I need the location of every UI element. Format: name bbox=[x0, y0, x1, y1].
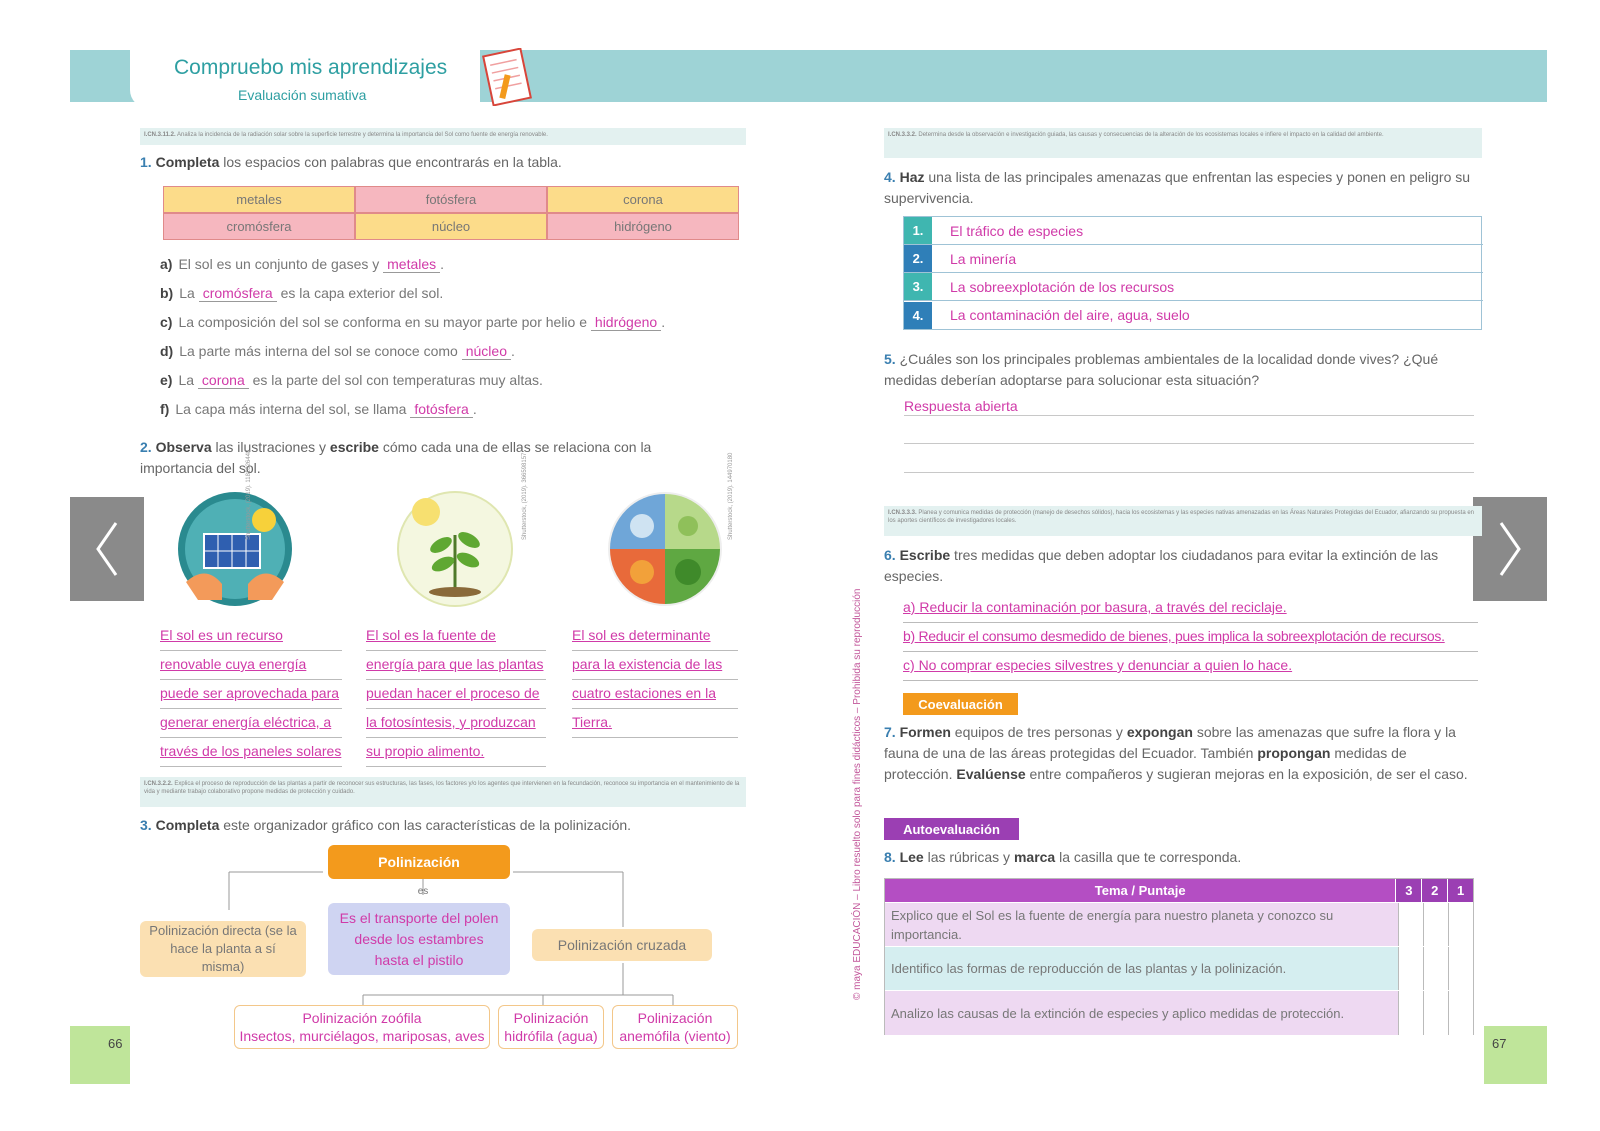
list-item-number: 4. bbox=[904, 302, 932, 329]
root-node-polinizacion: Polinización bbox=[328, 845, 510, 879]
list-item-number: 3. bbox=[904, 273, 932, 300]
score-checkbox[interactable] bbox=[1423, 947, 1448, 990]
notepad-pencil-icon bbox=[478, 48, 536, 106]
answer-line: El sol es la fuente de bbox=[366, 622, 546, 651]
fill-item: e) La corona es la parte del sol con temperaturas muy altas. bbox=[160, 372, 543, 388]
rubric-table bbox=[884, 878, 1474, 1035]
page-number-left: 66 bbox=[108, 1036, 123, 1051]
word-cell: núcleo bbox=[355, 213, 547, 240]
page-title: Compruebo mis aprendizajes bbox=[174, 56, 448, 79]
prev-page-button[interactable] bbox=[70, 497, 144, 601]
page-number-right: 67 bbox=[1492, 1036, 1507, 1051]
answer-line: renovable cuya energía bbox=[160, 651, 342, 680]
rubric-text: Identifico las formas de reproducción de las plantas y la polinización. bbox=[891, 961, 1287, 976]
anemophilous-title: Polinización bbox=[637, 1010, 713, 1026]
chevron-right-icon bbox=[1495, 519, 1525, 579]
connector-label: es bbox=[417, 886, 429, 897]
photo-credit: Shutterstock, (2019). 144970180 bbox=[728, 452, 734, 540]
illustration-answer-2 bbox=[366, 622, 546, 767]
rubric-row bbox=[885, 903, 1473, 947]
left-page-tab bbox=[70, 1026, 130, 1084]
threats-list bbox=[903, 216, 1482, 330]
photo-credit: Shutterstock, (2019). 366598157 bbox=[522, 452, 528, 540]
pollination-diagram bbox=[140, 845, 740, 1050]
list-item-number: 1. bbox=[904, 217, 932, 244]
list-item bbox=[904, 245, 1483, 273]
list-item-text: La contaminación del aire, agua, suelo bbox=[950, 307, 1190, 323]
list-item-number: 2. bbox=[904, 245, 932, 272]
hydrophilous-sub: hidrófila (agua) bbox=[504, 1028, 598, 1044]
answer-line: generar energía eléctrica, a bbox=[160, 709, 342, 738]
word-cell: metales bbox=[163, 186, 355, 213]
question-7: 7. Formen equipos de tres personas y expongan sobre las amenazas que sufre la flora y la fauna de una de las áreas protegidas del Ecuador. También propongan medidas de protección. Evalúense entre compañeros y sugieran mejoras en la exposición, de ser el caso. bbox=[884, 724, 1468, 782]
zoophilous-sub: Insectos, murciélagos, mariposas, aves bbox=[239, 1028, 485, 1044]
measure-item: b) Reducir el consumo desmedido de bienes, pues implica la sobreexplotación de recursos. bbox=[903, 623, 1478, 652]
score-checkbox[interactable] bbox=[1448, 991, 1473, 1035]
direct-pollination-node: Polinización directa (se la hace la planta a sí misma) bbox=[140, 921, 306, 977]
fill-item: f) La capa más interna del sol, se llama fotósfera . bbox=[160, 401, 477, 417]
crossed-pollination-node: Polinización cruzada bbox=[532, 929, 712, 961]
measures-list bbox=[903, 594, 1478, 681]
question-6: 6. Escribe tres medidas que deben adoptar los ciudadanos para evitar la extinción de las especies. bbox=[884, 547, 1439, 584]
answer-line: El sol es determinante bbox=[572, 622, 738, 651]
list-item-text: La minería bbox=[950, 250, 1017, 267]
fill-item: d) La parte más interna del sol se conoce como núcleo . bbox=[160, 343, 515, 359]
question-2: 2. Observa las ilustraciones y escribe cómo cada una de ellas se relaciona con la importancia del sol. bbox=[140, 439, 652, 476]
answer-line: energía para que las plantas bbox=[366, 651, 546, 680]
rubric-header-row bbox=[885, 879, 1473, 903]
answer-line: para la existencia de las bbox=[572, 651, 738, 680]
score-header: 1 bbox=[1447, 879, 1473, 902]
indicator-3: I.CN.3.3.2. Determina desde la observación e investigación guiada, las causas y consecuencias de la alteración de los ecosistemas locales e infiere el impacto en la calidad del ambiente. bbox=[884, 128, 1482, 158]
zoophilous-node bbox=[234, 1005, 490, 1049]
word-cell: cromósfera bbox=[163, 213, 355, 240]
illustration-answer-3 bbox=[572, 622, 738, 738]
score-header: 2 bbox=[1421, 879, 1447, 902]
hydrophilous-node bbox=[498, 1005, 604, 1049]
right-page-tab bbox=[1484, 1026, 1547, 1084]
next-page-button[interactable] bbox=[1473, 497, 1547, 601]
zoophilous-title: Polinización zoófila bbox=[302, 1010, 422, 1026]
answer-line: la fotosíntesis, y produzcan bbox=[366, 709, 546, 738]
rubric-text: Explico que el Sol es la fuente de energía para nuestro planeta y conozco su importancia. bbox=[891, 907, 1334, 942]
list-item bbox=[904, 301, 1483, 329]
answer-line: El sol es un recurso bbox=[160, 622, 342, 651]
question-5: 5. ¿Cuáles son los principales problemas ambientales de la localidad donde vives? ¿Qué medidas deberían adoptarse para solucionar esta situación? bbox=[884, 351, 1439, 388]
score-header: 3 bbox=[1395, 879, 1421, 902]
list-item bbox=[904, 217, 1483, 245]
list-item bbox=[904, 273, 1483, 301]
word-cell: corona bbox=[547, 186, 739, 213]
question-1: 1. Completa los espacios con palabras que encontrarás en la tabla. bbox=[140, 154, 562, 170]
score-checkbox[interactable] bbox=[1398, 903, 1423, 946]
anemophilous-node bbox=[612, 1005, 738, 1049]
word-table bbox=[163, 186, 739, 240]
answer-line: través de los paneles solares bbox=[160, 738, 342, 767]
illustration-answer-1 bbox=[160, 622, 342, 767]
answer-line: cuatro estaciones en la bbox=[572, 680, 738, 709]
autoevaluation-badge: Autoevaluación bbox=[884, 818, 1019, 840]
fill-item: b) La cromósfera es la capa exterior del sol. bbox=[160, 285, 444, 301]
score-checkbox[interactable] bbox=[1423, 991, 1448, 1035]
page-subtitle: Evaluación sumativa bbox=[238, 87, 367, 103]
score-checkbox[interactable] bbox=[1448, 903, 1473, 946]
answer-line: Tierra. bbox=[572, 709, 738, 738]
measure-item: c) No comprar especies silvestres y denunciar a quien lo hace. bbox=[903, 652, 1478, 681]
answer-line bbox=[904, 415, 1474, 416]
coevaluation-badge: Coevaluación bbox=[903, 693, 1018, 715]
score-checkbox[interactable] bbox=[1398, 991, 1423, 1035]
word-cell: fotósfera bbox=[355, 186, 547, 213]
rubric-row bbox=[885, 947, 1473, 991]
list-item-text: La sobreexplotación de los recursos bbox=[950, 278, 1175, 295]
hydrophilous-title: Polinización bbox=[513, 1010, 589, 1026]
open-answer: Respuesta abierta bbox=[904, 398, 1018, 414]
answer-line bbox=[904, 443, 1474, 444]
indicator-4: I.CN.3.3.3. Planea y comunica medidas de protección (manejo de desechos sólidos), hacia los ecosistemas y las especies nativas amenazadas en las Áreas Naturales Protegidas del Ecuador, afianzando su propuesta en los aportes científicos de investigadores locales. bbox=[884, 506, 1482, 536]
rubric-header: Tema / Puntaje bbox=[1094, 883, 1186, 898]
fill-item: a) El sol es un conjunto de gases y metales . bbox=[160, 256, 445, 272]
answer-line: su propio alimento. bbox=[366, 738, 546, 767]
score-checkbox[interactable] bbox=[1398, 947, 1423, 990]
word-cell: hidrógeno bbox=[547, 213, 739, 240]
score-checkbox[interactable] bbox=[1423, 903, 1448, 946]
measure-item: a) Reducir la contaminación por basura, a través del reciclaje. bbox=[903, 594, 1478, 623]
question-8: 8. Lee las rúbricas y marca la casilla que te corresponda. bbox=[884, 849, 1242, 865]
copyright-sidebar: © maya EDUCACIÓN – Libro resuelto solo para fines didácticos – Prohibida su reproducción bbox=[852, 588, 863, 1000]
indicator-2: I.CN.3.2.2. Explica el proceso de reproducción de las plantas a partir de reconocer sus estructuras, las fases, los factores y/o los agentes que intervienen en la fecundación, reconoce su importancia en el mantenimiento de la vida y mediante trabajo colaborativo propone medidas de protección y cuidado. bbox=[140, 777, 746, 807]
solar-panel-illustration bbox=[176, 490, 294, 608]
rubric-row bbox=[885, 991, 1473, 1035]
answer-line: puede ser aprovechada para bbox=[160, 680, 342, 709]
list-item-text: El tráfico de especies bbox=[950, 222, 1084, 239]
question-4: 4. Haz una lista de las principales amenazas que enfrentan las especies y ponen en peligro su supervivencia. bbox=[884, 169, 1471, 206]
answer-line bbox=[904, 472, 1474, 473]
anemophilous-sub: anemófila (viento) bbox=[619, 1028, 731, 1044]
fill-item: c) La composición del sol se conforma en su mayor parte por helio e hidrógeno . bbox=[160, 314, 666, 330]
question-3: 3. Completa este organizador gráfico con las características de la polinización. bbox=[140, 817, 632, 833]
rubric-text: Analizo las causas de la extinción de especies y aplico medidas de protección. bbox=[891, 1005, 1345, 1021]
plant-sun-illustration bbox=[396, 490, 514, 608]
indicator-1: I.CN.3.11.2. Analiza la incidencia de la radiación solar sobre la superficie terrestre y determina la importancia del Sol como fuente de energía renovable. bbox=[140, 128, 746, 145]
chevron-left-icon bbox=[92, 519, 122, 579]
score-checkbox[interactable] bbox=[1448, 947, 1473, 990]
definition-node: Es el transporte del polen desde los estambres hasta el pistilo bbox=[328, 903, 510, 975]
seasons-illustration bbox=[606, 490, 724, 608]
photo-credit: Shutterstock, (2019). 1181826448 bbox=[246, 449, 252, 540]
answer-line: puedan hacer el proceso de bbox=[366, 680, 546, 709]
